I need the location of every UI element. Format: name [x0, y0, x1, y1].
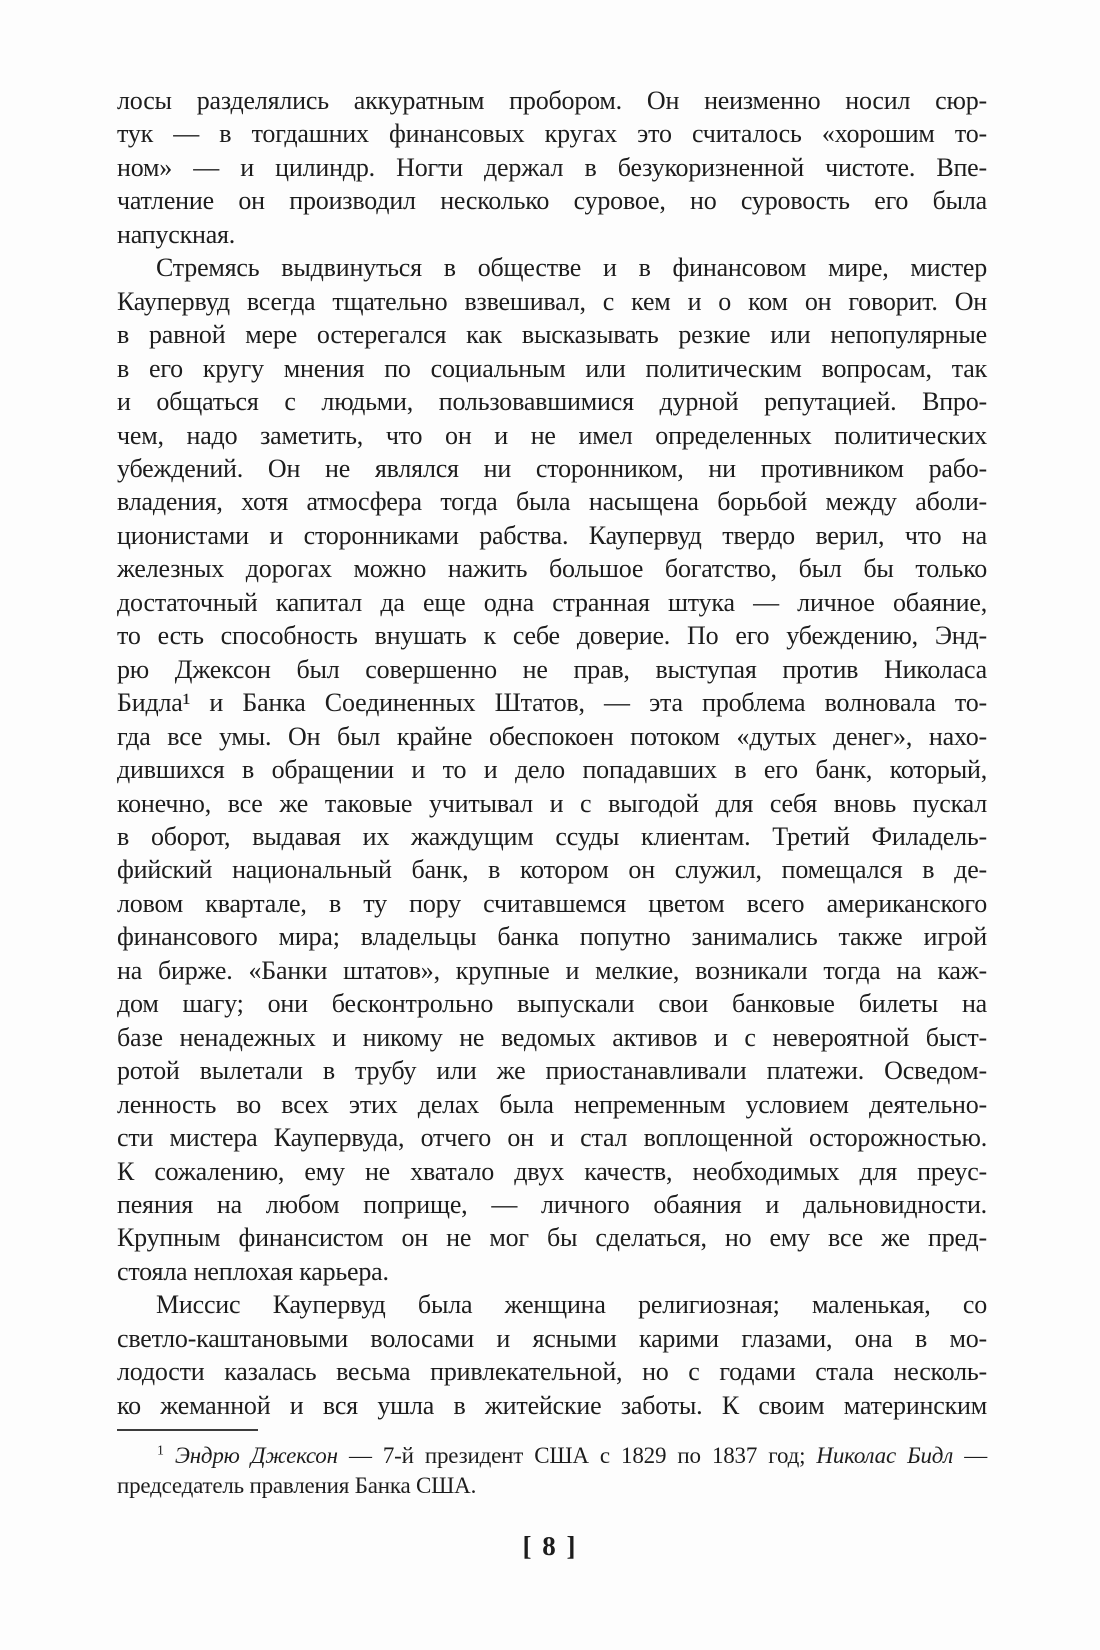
text-line: чатление он производил несколько суровое, но суровость его была — [117, 186, 987, 216]
text-line: сти мистера Каупервуда, отчего он и стал воплощенной осторожностью. — [117, 1123, 987, 1153]
text-line: владения, хотя атмосфера тогда была насыщена борьбой между аболи- — [117, 487, 987, 517]
text-line: дом шагу; они бесконтрольно выпускали свои банковые билеты на — [117, 989, 987, 1019]
footnote-line — [117, 1471, 987, 1501]
text-line: Стремясь выдвинуться в обществе и в финансовом мире, мистер — [156, 253, 987, 283]
text-line: железных дорогах можно нажить большое богатство, был бы только — [117, 554, 987, 584]
text-line: ловом квартале, в ту пору считавшемся цветом всего американского — [117, 888, 987, 918]
text-line: ном» — и цилиндр. Ногти держал в безукоризненной чистоте. Впе- — [117, 152, 987, 182]
footnote-text-segment: председатель правления Банка США. — [117, 1473, 477, 1498]
paragraph — [117, 251, 987, 1288]
paragraph — [117, 1288, 987, 1422]
text-line: фийский национальный банк, в котором он служил, помещался в де- — [117, 855, 987, 885]
text-line: гда все умы. Он был крайне обеспокоен потоком «дутых денег», нахо- — [117, 721, 987, 751]
text-line: на бирже. «Банки штатов», крупные и мелкие, возникали тогда на каж- — [117, 955, 987, 985]
text-line: Крупным финансистом он не мог бы сделаться, но ему все же пред- — [117, 1223, 987, 1253]
text-line: то есть способность внушать к себе доверие. По его убеждению, Энд- — [117, 621, 987, 651]
text-line: Миссис Каупервуд была женщина религиозная; маленькая, со — [156, 1290, 987, 1320]
text-line: ротой вылетали в трубу или же приостанавливали платежи. Осведом- — [117, 1056, 987, 1086]
text-line: напускная. — [117, 219, 236, 249]
footnote-text-segment: — — [953, 1443, 987, 1468]
footnote-divider — [117, 1429, 258, 1431]
text-line: и общаться с людьми, пользовавшимися дурной репутацией. Впро- — [117, 387, 987, 417]
text-line: в его кругу мнения по социальным или политическим вопросам, так — [117, 353, 987, 383]
text-line: лодости казалась весьма привлекательной, но с годами стала несколь- — [117, 1357, 987, 1387]
text-line: в оборот, выдавая их жаждущим ссуды клиентам. Третий Филадель- — [117, 821, 987, 851]
footnote-text — [117, 1441, 987, 1501]
text-line: К сожалению, ему не хватало двух качеств, необходимых для преус- — [117, 1156, 987, 1186]
text-line: убеждений. Он не являлся ни сторонником, ни противником рабо- — [117, 453, 987, 483]
text-line: дившихся в обращении и то и дело попадавших в его банк, который, — [117, 755, 987, 785]
footnote-line — [117, 1441, 987, 1471]
text-line: чем, надо заметить, что он и не имел определенных политических — [117, 420, 987, 450]
page-number: [ 8 ] — [522, 1531, 578, 1561]
footnote-person-name: Николас Бидл — [816, 1443, 954, 1468]
text-line: пеяния на любом поприще, — личного обаяния и дальновидности. — [117, 1189, 987, 1219]
text-line: ко жеманной и вся ушла в житейские заботы. К своим материнским — [117, 1390, 987, 1420]
text-line: ционистами и сторонниками рабства. Каупервуд твердо верил, что на — [117, 520, 987, 550]
footnote-text-segment: — 7-й президент США с 1829 по 1837 год; — [337, 1443, 817, 1468]
text-line: рю Джексон был совершенно не прав, выступая против Николаса — [117, 654, 987, 684]
footnote-person-name: Эндрю Джексон — [174, 1443, 338, 1468]
text-line: Бидла¹ и Банка Соединенных Штатов, — эта проблема волновала то- — [117, 688, 987, 718]
paragraph — [117, 84, 987, 251]
text-line: в равной мере остерегался как высказывать резкие или непопулярные — [117, 320, 987, 350]
text-line: достаточный капитал да еще одна странная штука — личное обаяние, — [117, 587, 987, 617]
text-line: базе ненадежных и никому не ведомых активов и с невероятной быст- — [117, 1022, 987, 1052]
text-line: Каупервуд всегда тщательно взвешивал, с кем и о ком он говорит. Он — [117, 286, 987, 316]
text-line: конечно, все же таковые учитывал и с выгодой для себя вновь пускал — [117, 788, 987, 818]
text-line: тук — в тогдашних финансовых кругах это считалось «хорошим то- — [117, 119, 987, 149]
body-text — [117, 84, 987, 1422]
text-line: финансового мира; владельцы банка попутно занимались также игрой — [117, 922, 987, 952]
footnote — [117, 1429, 987, 1501]
footnote-marker: 1 — [157, 1442, 164, 1458]
text-line: стояла неплохая карьера. — [117, 1256, 389, 1286]
text-line: лосы разделялись аккуратным пробором. Он неизменно носил сюр- — [117, 86, 987, 115]
text-line: ленность во всех этих делах была непременным условием деятельно- — [117, 1089, 987, 1119]
text-line: светло-каштановыми волосами и ясными карими глазами, она в мо- — [117, 1323, 987, 1353]
